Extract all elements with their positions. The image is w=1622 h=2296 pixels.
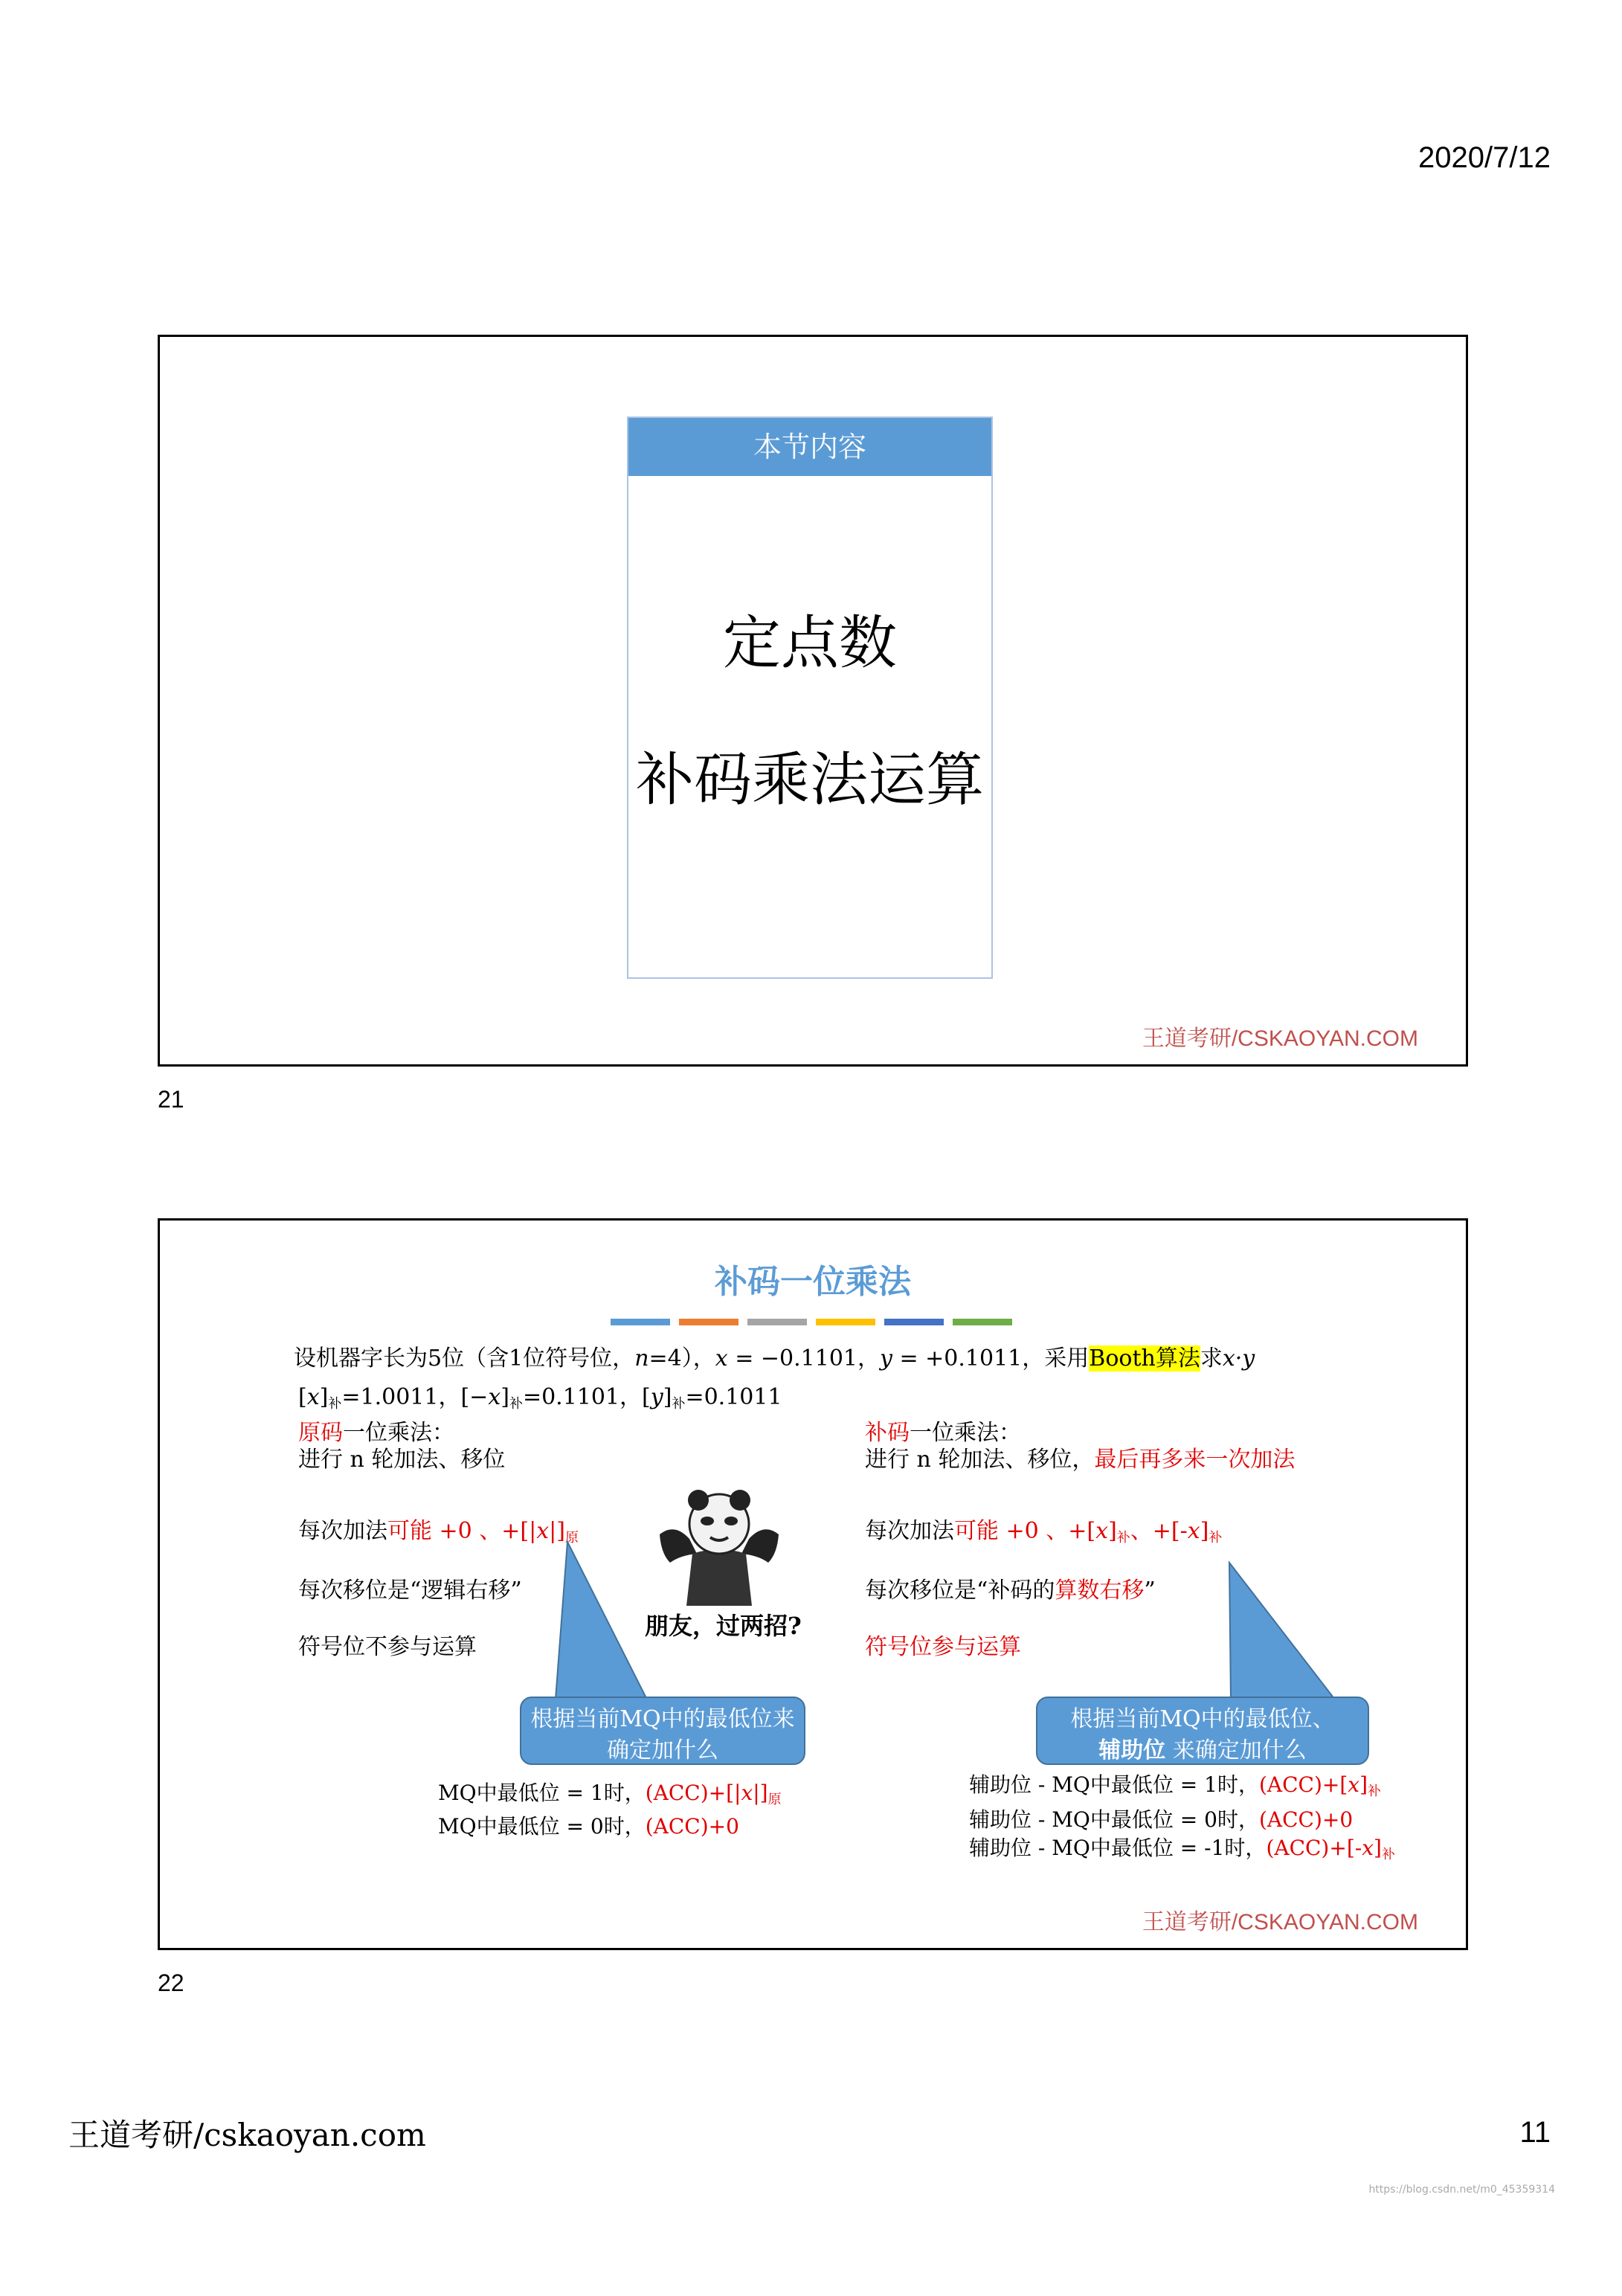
- slide-22: [158, 1218, 1468, 1950]
- page-number: 11: [1519, 2116, 1551, 2149]
- footer-brand: 王道考研/cskaoyan.com: [68, 2117, 426, 2153]
- left-shift: 每次移位是“逻辑右移”: [298, 1578, 522, 1604]
- brand-label: 王道考研/CSKAOYAN.COM: [1142, 1910, 1418, 1935]
- section-card-header: 本节内容: [628, 418, 991, 476]
- brand-label: 王道考研/CSKAOYAN.COM: [1142, 1026, 1418, 1051]
- left-sign: 符号位不参与运算: [298, 1634, 477, 1660]
- slide-21: [158, 335, 1468, 1067]
- right-heading: 补码一位乘法： 进行 n 轮加法、移位，最后再多来一次加法: [865, 1420, 1296, 1473]
- page-date: 2020/7/12: [1418, 141, 1551, 174]
- slide-title: 补码一位乘法: [715, 1263, 911, 1301]
- slide-number: 22: [158, 1969, 184, 1996]
- section-card: [627, 417, 993, 979]
- watermark-url: https://blog.csdn.net/m0_45359314: [1368, 2184, 1555, 2196]
- booth-highlight: Booth算法: [1089, 1345, 1200, 1372]
- left-callout: 根据当前MQ中的最低位来确定加什么: [520, 1697, 805, 1765]
- right-shift: 每次移位是“补码的算数右移”: [865, 1578, 1156, 1604]
- right-callout: 根据当前MQ中的最低位、 辅助位 来确定加什么: [1036, 1697, 1369, 1765]
- left-heading: 原码一位乘法： 进行 n 轮加法、移位: [298, 1420, 506, 1473]
- left-addition: 每次加法可能 +0 、$+[|x|]_原$: [298, 1518, 579, 1546]
- problem-statement: 设机器字长为5位（含1位符号位，n=4），x = −0.1101，y = +0.1011，采用Booth算法求x·y: [294, 1345, 1255, 1372]
- right-sign: 符号位参与运算: [865, 1634, 1021, 1660]
- left-rules: MQ中最低位 = 1时，$(ACC)+[|x|]_原$ MQ中最低位 = 0时，(ACC)+0: [438, 1781, 782, 1839]
- right-addition: 每次加法可能 +0 、$+[x]_补$、$+[-x]_补$: [865, 1518, 1223, 1546]
- panda-meme-image: [645, 1487, 794, 1606]
- slide-number: 21: [158, 1086, 184, 1113]
- meme-caption: 朋友，过两招?: [645, 1612, 802, 1640]
- section-topic: 定点数: [722, 610, 897, 677]
- given-values: $[x]_补=1.0011$，$[-x]_补=0.1101$，$[y]_补=0.1011$: [298, 1384, 782, 1412]
- right-rules: 辅助位 - MQ中最低位 = 1时，$(ACC)+[x]_补$ 辅助位 - MQ中最低位 = 0时，(ACC)+0 辅助位 - MQ中最低位 = -1时，$(ACC)+[-x]_补$: [969, 1772, 1395, 1862]
- section-subtopic: 补码乘法运算: [635, 747, 984, 814]
